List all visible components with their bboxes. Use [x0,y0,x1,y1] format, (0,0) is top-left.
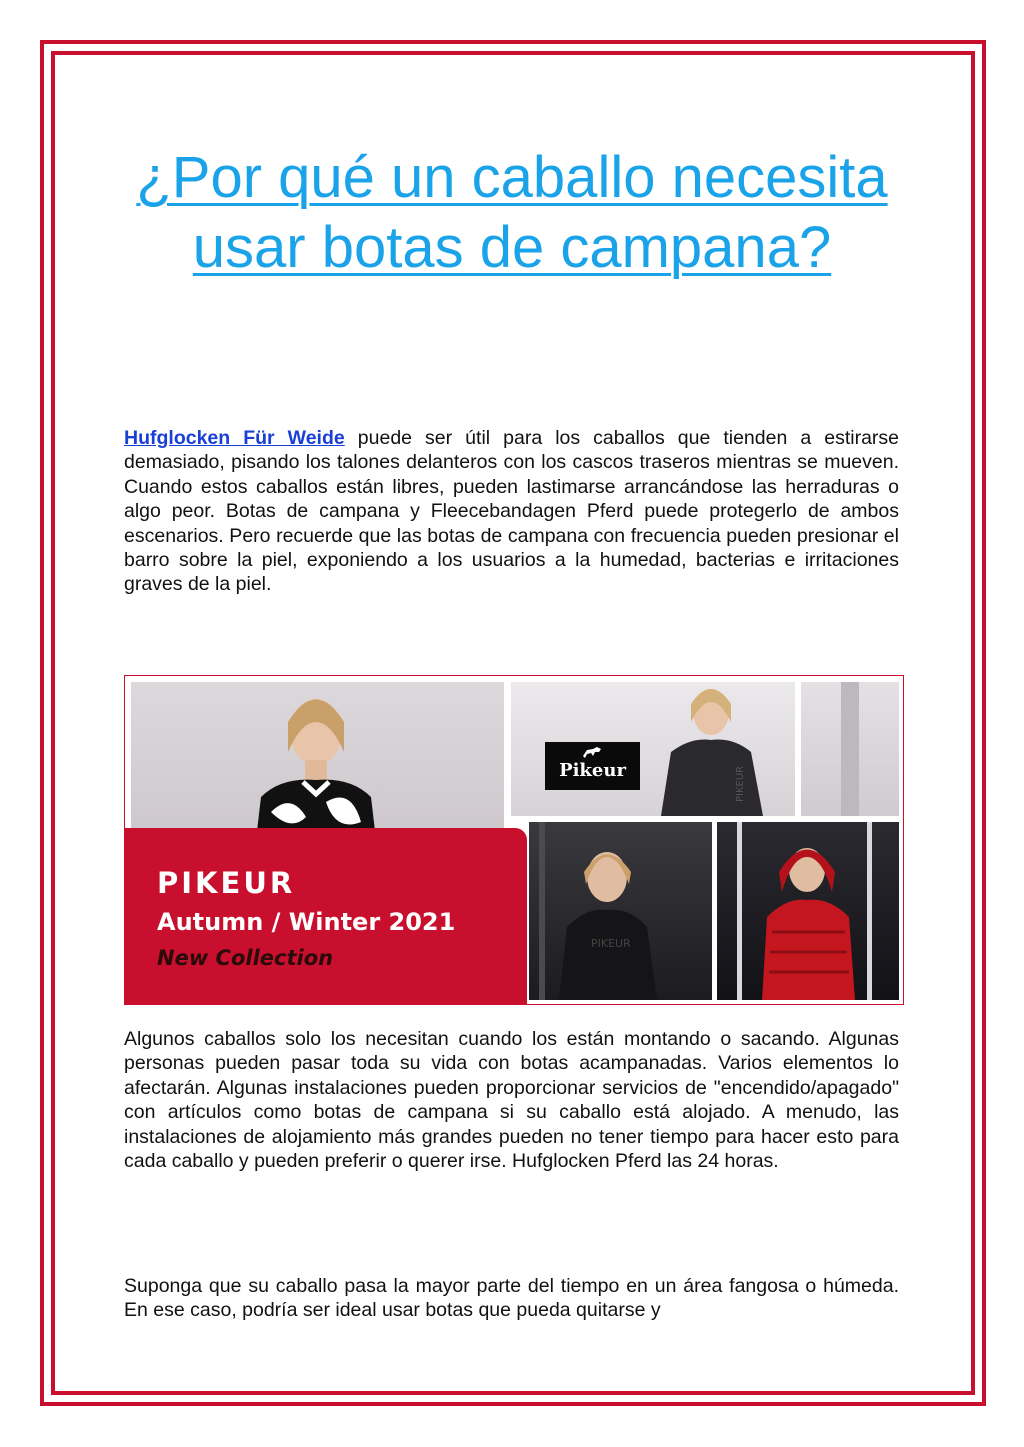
banner-brand: PIKEUR [157,866,296,900]
model-photo-hoodie [529,822,712,1000]
model-photo-middle [511,682,795,816]
model-photo-right [801,682,899,816]
paragraph-1-text: puede ser útil para los caballos que tienden a estirarse demasiado, pisando los talones delanteros con los cascos traseros mientras se mueven. Cuando estos caballos están libres, pueden lastimarse arrancándose las herraduras o algo peor. Botas de campana y Fleecebandagen Pferd puede protegerlo de ambos escenarios. Pero recuerde que las botas de campana con frecuencia pueden presionar el barro sobre la piel, exponiendo a los usuarios a la humedad, bacterias e irritaciones graves de la piel. [124,427,900,596]
hufglocken-link[interactable]: Hufglocken Für Weide [124,427,345,449]
paragraph-3: Suponga que su caballo pasa la mayor parte del tiempo en un área fangosa o húmeda. En ese caso, podría ser ideal usar botas que pueda quitarse y [124,1275,899,1322]
banner-collection: New Collection [157,946,334,970]
model-photo-red-jacket [717,822,899,1000]
svg-text:PIKEUR: PIKEUR [735,765,746,802]
model-figure-red-jacket [717,822,899,1000]
model-figure-hoodie [529,822,712,1000]
banner-season: Autumn / Winter 2021 [157,908,456,936]
pikeur-logo [545,742,640,790]
banner-red-panel [125,828,527,1005]
paragraph-2: Algunos caballos solo los necesitan cuando los están montando o sacando. Algunas personas pueden pasar toda su vida con botas acampanadas. Varios elementos lo afectarán. Algunas instalaciones pueden proporcionar servicios de "encendido/apagado" con artículos como botas de campana si su caballo está alojado. A menudo, las instalaciones de alojamiento más grandes pueden no tener tiempo para hacer esto para cada caballo y pueden preferir o querer irse. Hufglocken Pferd las 24 horas. [124,1028,899,1173]
page-title: ¿Por qué un caballo necesita usar botas de campana? [136,145,888,280]
paragraph-1 [124,426,899,597]
svg-text:PIKEUR: PIKEUR [591,937,631,950]
model-figure-right [801,682,899,816]
pikeur-banner-image [124,675,904,1005]
horse-icon [581,746,605,759]
pikeur-logo-text: Pikeur [559,760,626,781]
